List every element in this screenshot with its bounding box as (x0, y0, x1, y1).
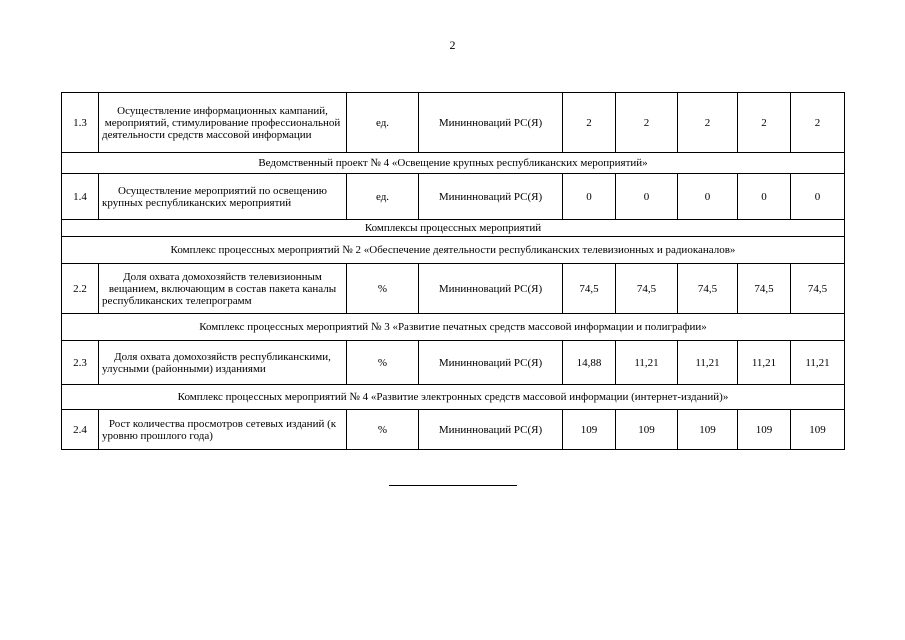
row-number: 2.2 (62, 264, 99, 314)
row-value-4: 74,5 (738, 264, 791, 314)
table-row-1-3 (62, 93, 845, 153)
table-row-1-4 (62, 174, 845, 220)
section-title: Комплекс процессных мероприятий № 3 «Развитие печатных средств массовой информации и полиграфии» (62, 314, 845, 341)
row-value-2: 2 (616, 93, 678, 153)
row-organization: Мининноваций РС(Я) (419, 174, 563, 220)
indicator-table (61, 92, 845, 450)
row-value-4: 11,21 (738, 341, 791, 385)
row-value-2: 11,21 (616, 341, 678, 385)
section-title: Комплекс процессных мероприятий № 4 «Развитие электронных средств массовой информации (интернет-изданий)» (62, 385, 845, 410)
row-value-5: 74,5 (791, 264, 845, 314)
row-value-1: 14,88 (563, 341, 616, 385)
row-value-1: 2 (563, 93, 616, 153)
row-number: 1.3 (62, 93, 99, 153)
section-title: Комплекс процессных мероприятий № 2 «Обеспечение деятельности республиканских телевизионных и радиоканалов» (62, 237, 845, 264)
table-row-2-2 (62, 264, 845, 314)
row-organization: Мининноваций РС(Я) (419, 264, 563, 314)
row-unit: % (347, 410, 419, 450)
row-description: Доля охвата домохозяйств телевизионным вещанием, включающим в состав пакета каналы республиканских телепрограмм (99, 264, 347, 314)
section-row-project-4 (62, 153, 845, 174)
row-number: 2.3 (62, 341, 99, 385)
row-description: Осуществление мероприятий по освещению крупных республиканских мероприятий (99, 174, 347, 220)
table-row-2-3 (62, 341, 845, 385)
row-number: 1.4 (62, 174, 99, 220)
row-organization: Мининноваций РС(Я) (419, 410, 563, 450)
row-unit: % (347, 341, 419, 385)
table-row-2-4 (62, 410, 845, 450)
row-value-2: 109 (616, 410, 678, 450)
closing-divider (389, 485, 517, 486)
row-description: Рост количества просмотров сетевых изданий (к уровню прошлого года) (99, 410, 347, 450)
row-value-1: 74,5 (563, 264, 616, 314)
row-value-3: 0 (678, 174, 738, 220)
row-description: Доля охвата домохозяйств республиканскими, улусными (районными) изданиями (99, 341, 347, 385)
section-row-complex-2 (62, 237, 845, 264)
row-value-5: 11,21 (791, 341, 845, 385)
row-value-2: 74,5 (616, 264, 678, 314)
row-value-4: 109 (738, 410, 791, 450)
row-value-5: 2 (791, 93, 845, 153)
row-unit: ед. (347, 174, 419, 220)
row-description: Осуществление информационных кампаний, мероприятий, стимулирование профессиональной деятельности средств массовой информации (99, 93, 347, 153)
row-value-4: 2 (738, 93, 791, 153)
row-value-2: 0 (616, 174, 678, 220)
table-body (62, 93, 845, 450)
page-number: 2 (449, 38, 456, 52)
row-value-3: 74,5 (678, 264, 738, 314)
row-unit: ед. (347, 93, 419, 153)
row-organization: Мининноваций РС(Я) (419, 93, 563, 153)
row-value-3: 109 (678, 410, 738, 450)
row-value-1: 109 (563, 410, 616, 450)
row-number: 2.4 (62, 410, 99, 450)
row-value-3: 11,21 (678, 341, 738, 385)
row-unit: % (347, 264, 419, 314)
row-value-1: 0 (563, 174, 616, 220)
row-value-5: 0 (791, 174, 845, 220)
row-value-5: 109 (791, 410, 845, 450)
section-title: Ведомственный проект № 4 «Освещение крупных республиканских мероприятий» (62, 153, 845, 174)
row-value-3: 2 (678, 93, 738, 153)
section-row-complex-4 (62, 385, 845, 410)
section-row-process-complexes (62, 220, 845, 237)
row-organization: Мининноваций РС(Я) (419, 341, 563, 385)
section-title: Комплексы процессных мероприятий (62, 220, 845, 237)
row-value-4: 0 (738, 174, 791, 220)
section-row-complex-3 (62, 314, 845, 341)
